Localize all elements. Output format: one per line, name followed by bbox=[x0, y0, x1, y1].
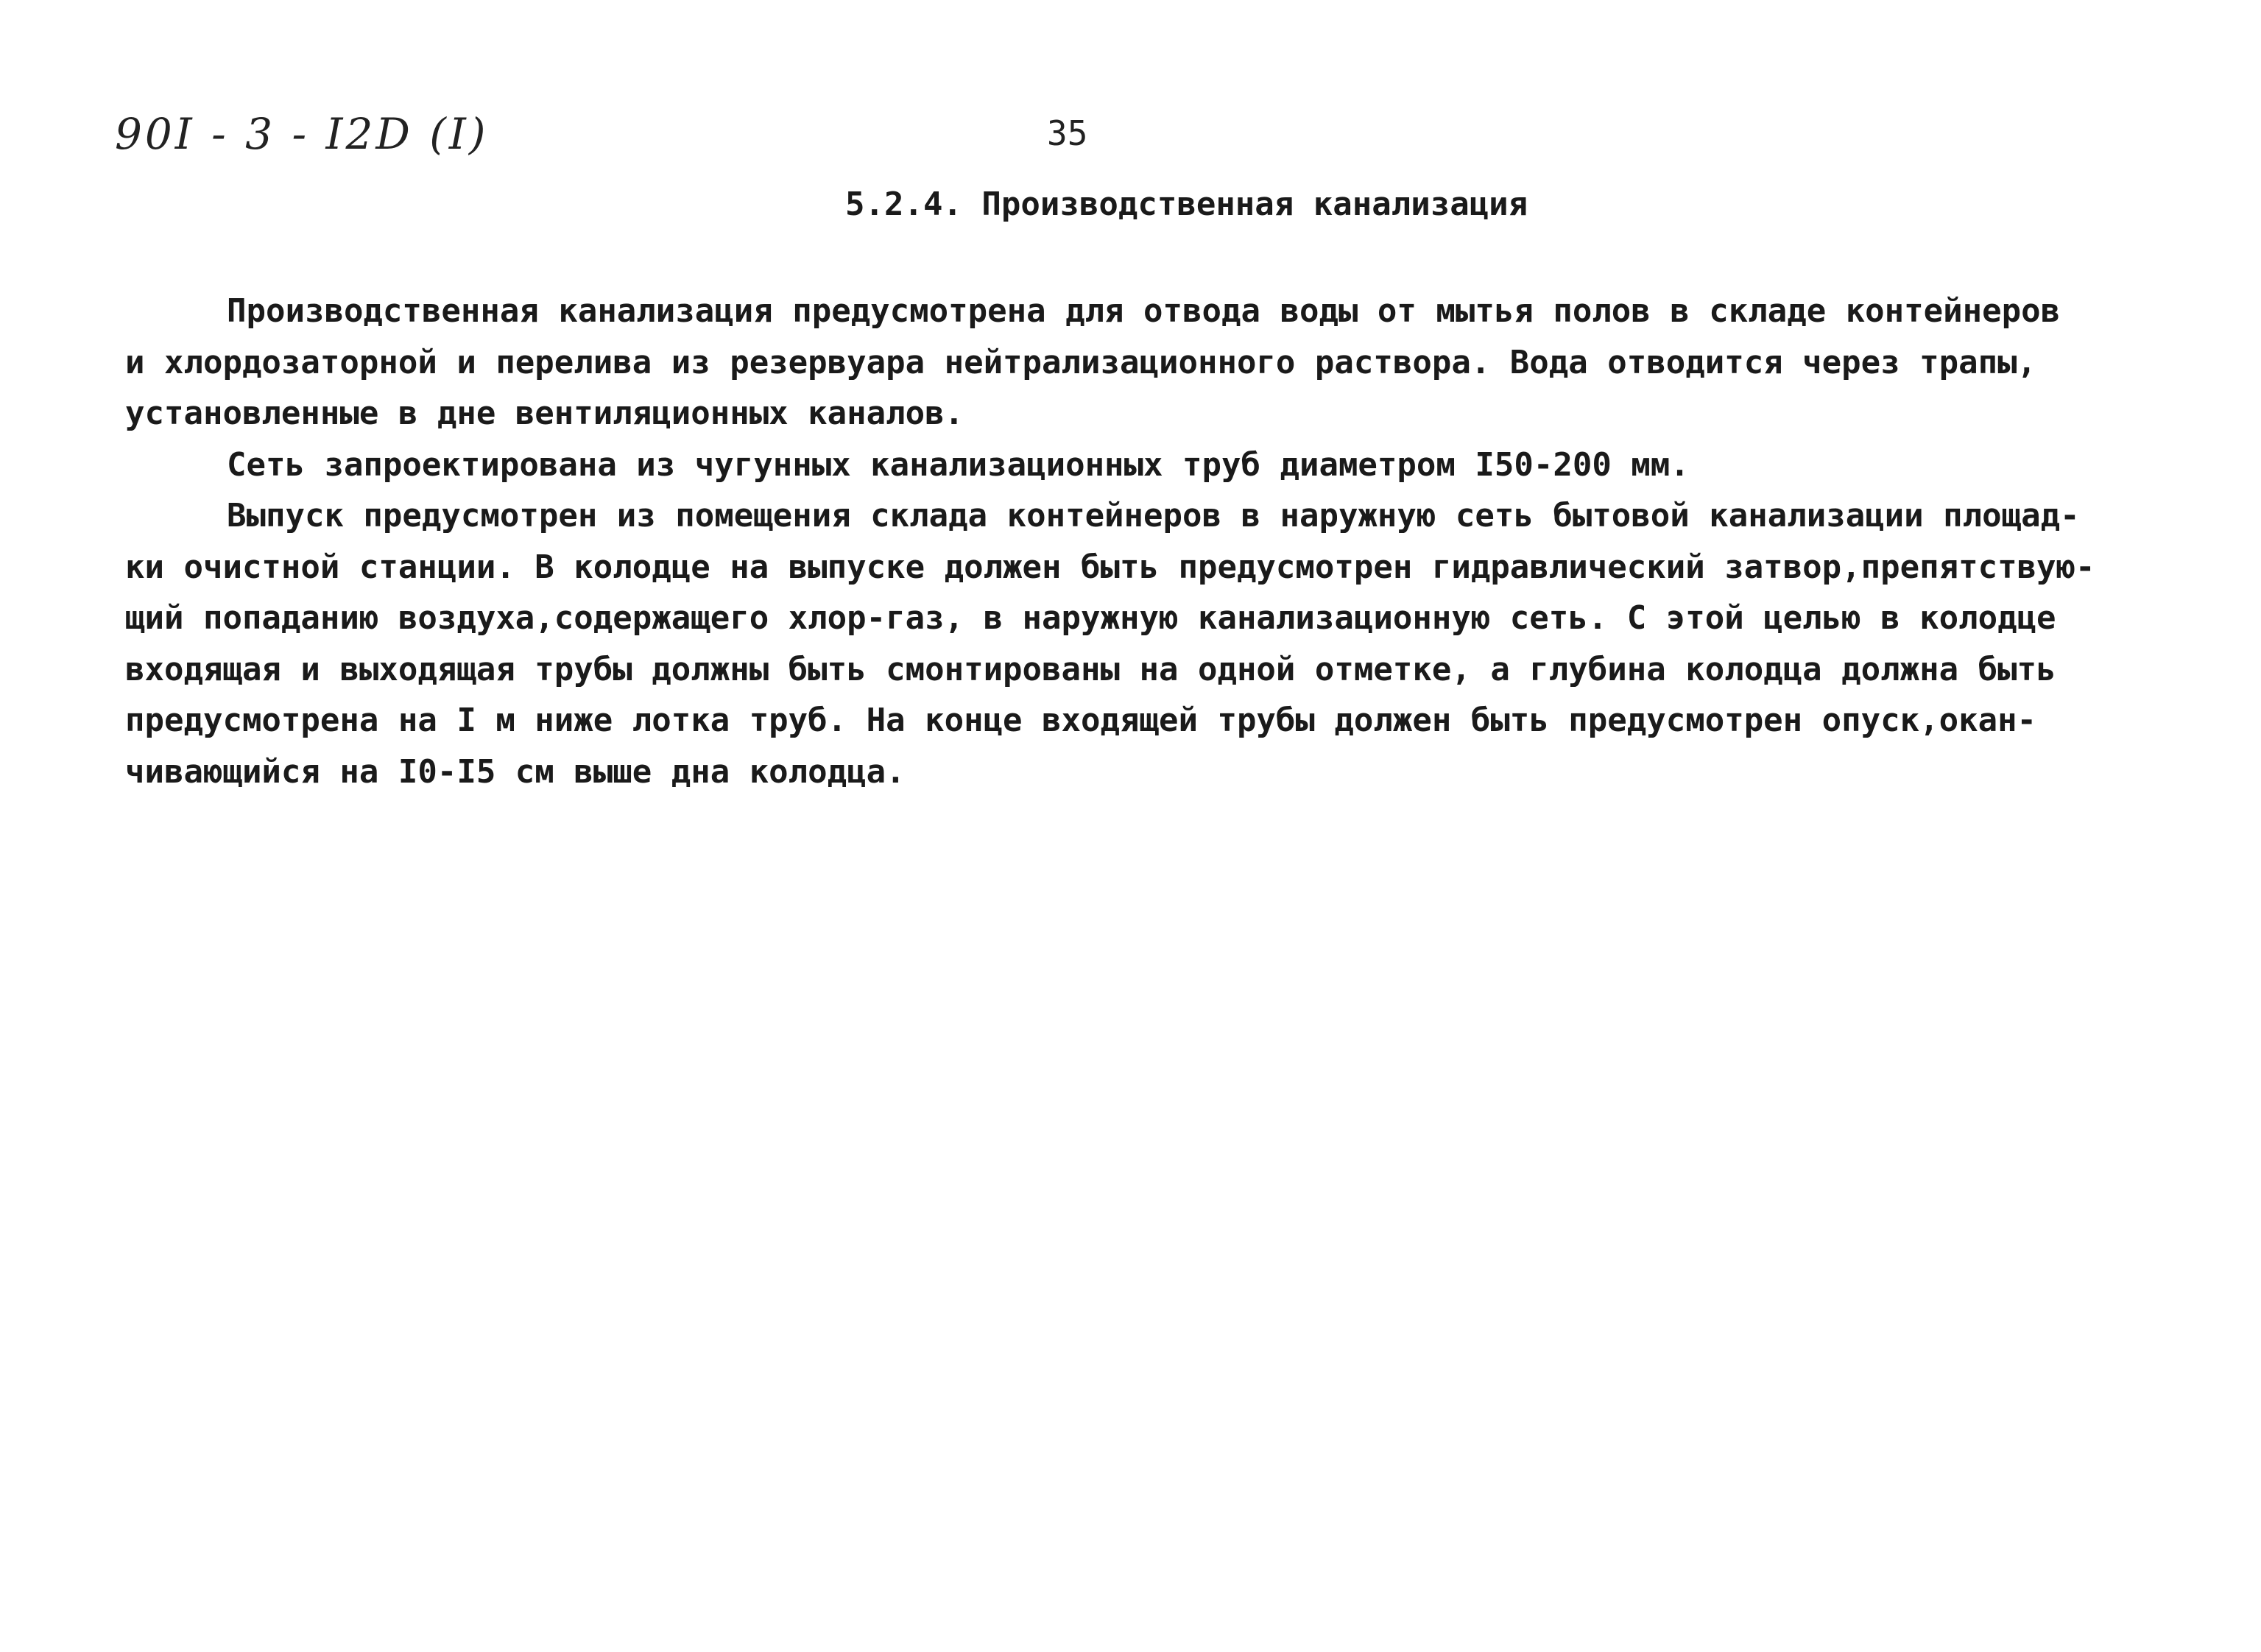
text-line: предусмотрена на I м ниже лотка труб. На конце входящей трубы должен быть предусмотрен опуск,окан- bbox=[125, 702, 2037, 739]
section-heading: 5.2.4. Производственная канализация bbox=[845, 186, 1528, 223]
document-code: 90I - 3 - I2D (I) bbox=[115, 109, 489, 159]
text-line: установленные в дне вентиляционных каналов. bbox=[125, 395, 964, 432]
text-line: Выпуск предусмотрен из помещения склада контейнеров в наружную сеть бытовой канализации площад- bbox=[227, 497, 2080, 534]
text-line: чивающийся на I0-I5 см выше дна колодца. bbox=[125, 752, 906, 791]
text-line: и хлордозаторной и перелива из резервуара нейтрализационного раствора. Вода отводится через трапы, bbox=[125, 343, 2037, 381]
body-text bbox=[125, 286, 2172, 797]
text-line: щий попаданию воздуха,содержащего хлор-газ, в наружную канализационную сеть. С этой целью в колодце bbox=[125, 599, 2056, 637]
text-line: входящая и выходящая трубы должны быть смонтированы на одной отметке, а глубина колодца должна быть bbox=[125, 650, 2056, 688]
text-line: Производственная канализация предусмотрена для отвода воды от мытья полов в складе контейнеров bbox=[227, 292, 2061, 330]
text-line: Сеть запроектирована из чугунных канализационных труб диаметром I50-200 мм. bbox=[227, 445, 1690, 484]
page-number: 35 bbox=[1047, 113, 1088, 153]
text-line: ки очистной станции. В колодце на выпуске должен быть предусмотрен гидравлический затвор,препятствую- bbox=[125, 548, 2095, 586]
